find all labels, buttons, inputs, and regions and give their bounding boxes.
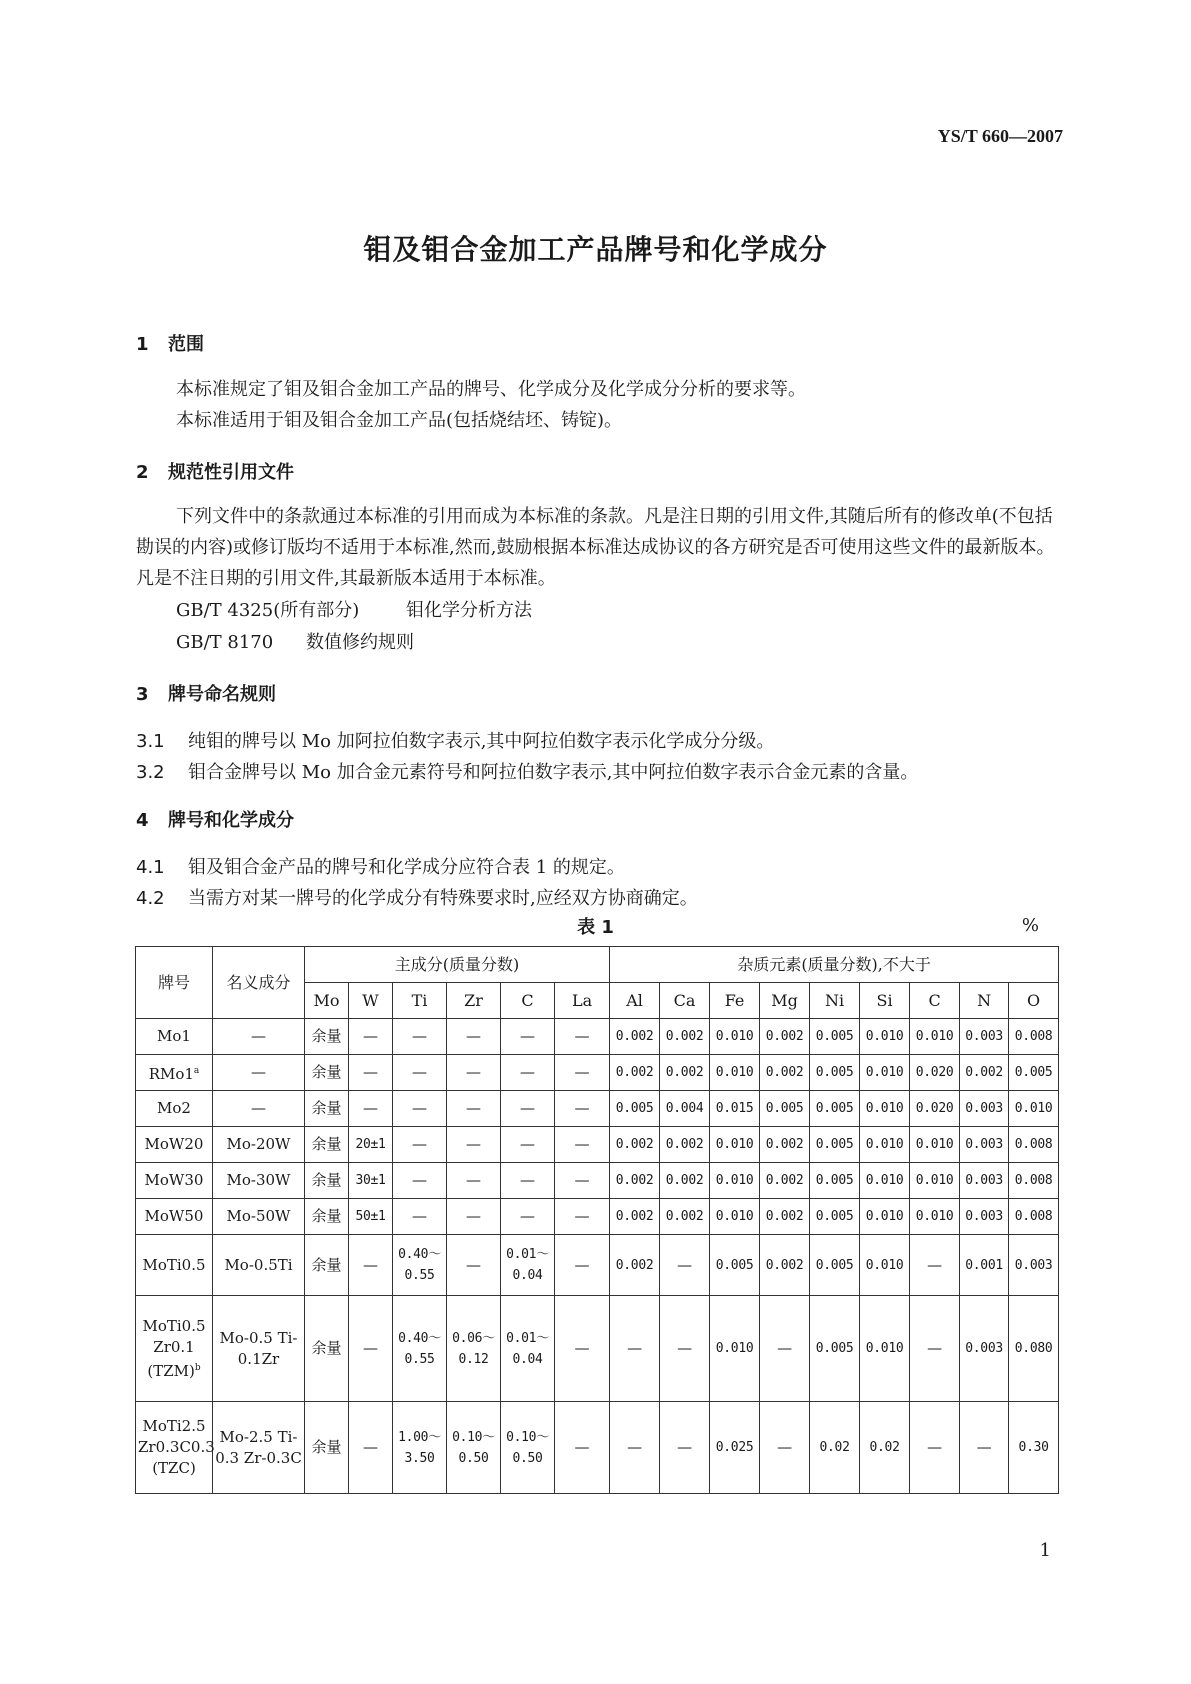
grade-cell	[136, 1091, 213, 1127]
impurity-cell: —	[610, 1402, 660, 1494]
nominal-cell: Mo-0.5 Ti-0.1Zr	[213, 1296, 305, 1402]
impurity-cell: 0.008	[1009, 1019, 1059, 1055]
impurity-cell: 0.010	[910, 1127, 960, 1163]
header-main-element: C	[501, 983, 555, 1019]
table-unit: %	[1021, 915, 1039, 936]
main-element-cell: 余量	[305, 1235, 349, 1296]
section-3-heading	[136, 680, 276, 706]
header-main-element: Mo	[305, 983, 349, 1019]
impurity-cell: 0.020	[910, 1091, 960, 1127]
section-1-paragraph-2: 本标准适用于钼及钼合金加工产品(包括烧结坯、铸锭)。	[176, 410, 623, 431]
impurity-cell: —	[660, 1402, 710, 1494]
grade-cell	[136, 1019, 213, 1055]
impurity-cell: 0.003	[1009, 1235, 1059, 1296]
nominal-cell: Mo-0.5Ti	[213, 1235, 305, 1296]
impurity-cell: —	[760, 1402, 810, 1494]
main-element-cell: 余量	[305, 1127, 349, 1163]
nominal-cell: Mo-50W	[213, 1199, 305, 1235]
impurity-cell: 0.002	[610, 1019, 660, 1055]
impurity-cell: 0.002	[760, 1235, 810, 1296]
impurity-cell: 0.005	[810, 1091, 860, 1127]
impurity-cell: 0.003	[960, 1127, 1009, 1163]
section-number: 3	[136, 684, 149, 705]
main-element-cell: 余量	[305, 1402, 349, 1494]
table-body	[136, 1019, 1059, 1494]
impurity-cell: 0.010	[710, 1019, 760, 1055]
grade-cell	[136, 1402, 213, 1494]
grade-cell	[136, 1055, 213, 1091]
document-title: 钼及钼合金加工产品牌号和化学成分	[363, 233, 828, 266]
main-element-cell: 0.10～0.50	[501, 1402, 555, 1494]
header-nominal: 名义成分	[213, 947, 305, 1019]
impurity-cell: 0.001	[960, 1235, 1009, 1296]
impurity-cell: 0.002	[960, 1055, 1009, 1091]
header-main-element: W	[349, 983, 393, 1019]
table-row	[136, 1019, 1059, 1055]
impurity-cell: 0.010	[910, 1199, 960, 1235]
main-element-cell: 50±1	[349, 1199, 393, 1235]
main-element-cell: —	[447, 1163, 501, 1199]
impurity-cell: 0.010	[860, 1296, 910, 1402]
section-2-heading	[136, 458, 294, 484]
section-title: 牌号命名规则	[168, 684, 276, 705]
clause-number: 3.2	[136, 762, 165, 783]
impurity-cell: 0.080	[1009, 1296, 1059, 1402]
nominal-cell: Mo-30W	[213, 1163, 305, 1199]
reference-code: GB/T 8170	[176, 632, 274, 653]
main-element-cell: —	[501, 1199, 555, 1235]
header-main-element: Zr	[447, 983, 501, 1019]
header-main-element: Ti	[393, 983, 447, 1019]
impurity-cell: 0.005	[810, 1019, 860, 1055]
impurity-cell: 0.002	[660, 1019, 710, 1055]
header-impurity-element: Ni	[810, 983, 860, 1019]
main-element-cell: —	[555, 1127, 610, 1163]
header-impurity-element: Ca	[660, 983, 710, 1019]
grade-text: MoW20	[144, 1135, 204, 1153]
reference-item	[176, 628, 414, 654]
header-impurity-element: N	[960, 983, 1009, 1019]
main-element-cell: —	[501, 1163, 555, 1199]
impurity-cell: 0.005	[810, 1163, 860, 1199]
main-element-cell: 0.01～0.04	[501, 1235, 555, 1296]
standard-code: YS/T 660—2007	[937, 126, 1063, 146]
grade-cell	[136, 1127, 213, 1163]
impurity-cell: —	[660, 1235, 710, 1296]
impurity-cell: 0.008	[1009, 1163, 1059, 1199]
impurity-cell: 0.010	[710, 1127, 760, 1163]
impurity-cell: 0.005	[810, 1127, 860, 1163]
nominal-cell: —	[213, 1019, 305, 1055]
impurity-cell: 0.005	[810, 1235, 860, 1296]
header-main-composition: 主成分(质量分数)	[305, 947, 610, 983]
table-row	[136, 1127, 1059, 1163]
main-element-cell: —	[349, 1091, 393, 1127]
main-element-cell: —	[393, 1163, 447, 1199]
grade-text: MoW50	[144, 1207, 204, 1225]
impurity-cell: —	[610, 1296, 660, 1402]
impurity-cell: —	[760, 1296, 810, 1402]
clause-text: 当需方对某一牌号的化学成分有特殊要求时,应经双方协商确定。	[188, 888, 698, 909]
main-element-cell: 1.00～3.50	[393, 1402, 447, 1494]
table-row	[136, 1296, 1059, 1402]
impurity-cell: 0.010	[860, 1235, 910, 1296]
section-title: 范围	[168, 334, 204, 355]
impurity-cell: 0.005	[810, 1199, 860, 1235]
main-element-cell: 余量	[305, 1296, 349, 1402]
impurity-cell: 0.002	[660, 1163, 710, 1199]
impurity-cell: 0.010	[860, 1163, 910, 1199]
clause-number: 3.1	[136, 731, 165, 752]
section-number: 1	[136, 334, 149, 355]
main-element-cell: —	[393, 1091, 447, 1127]
impurity-cell: 0.002	[660, 1199, 710, 1235]
grade-text: MoTi2.5 Zr0.3C0.3 (TZC)	[138, 1417, 215, 1477]
grade-cell	[136, 1235, 213, 1296]
main-element-cell: —	[349, 1055, 393, 1091]
impurity-cell: 0.005	[610, 1091, 660, 1127]
grade-text: Mo1	[157, 1027, 191, 1045]
impurity-cell: 0.020	[910, 1055, 960, 1091]
main-element-cell: 0.40～0.55	[393, 1296, 447, 1402]
main-element-cell: —	[393, 1127, 447, 1163]
section-4-heading	[136, 806, 294, 832]
impurity-cell: 0.002	[760, 1055, 810, 1091]
main-element-cell: 30±1	[349, 1163, 393, 1199]
header-impurity-element: C	[910, 983, 960, 1019]
impurity-cell: 0.002	[660, 1055, 710, 1091]
impurity-cell: 0.025	[710, 1402, 760, 1494]
impurity-cell: 0.010	[710, 1163, 760, 1199]
impurity-cell: 0.005	[1009, 1055, 1059, 1091]
clause-3-2	[136, 758, 918, 784]
header-impurity-element: Fe	[710, 983, 760, 1019]
section-number: 2	[136, 462, 149, 483]
header-main-element: La	[555, 983, 610, 1019]
impurity-cell: 0.010	[860, 1055, 910, 1091]
main-element-cell: —	[555, 1163, 610, 1199]
main-element-cell: —	[501, 1055, 555, 1091]
main-element-cell: —	[349, 1019, 393, 1055]
impurity-cell: 0.02	[810, 1402, 860, 1494]
clause-text: 钼及钼合金产品的牌号和化学成分应符合表 1 的规定。	[188, 857, 625, 878]
section-title: 规范性引用文件	[168, 462, 294, 483]
impurity-cell: 0.005	[760, 1091, 810, 1127]
impurity-cell: 0.02	[860, 1402, 910, 1494]
header-impurity-element: Mg	[760, 983, 810, 1019]
clause-text: 钼合金牌号以 Mo 加合金元素符号和阿拉伯数字表示,其中阿拉伯数字表示合金元素的含量。	[188, 762, 919, 783]
impurity-cell: 0.003	[960, 1163, 1009, 1199]
grade-text: RMo1	[148, 1064, 194, 1083]
main-element-cell: —	[447, 1055, 501, 1091]
impurity-cell: 0.008	[1009, 1127, 1059, 1163]
header-impurity-element: Al	[610, 983, 660, 1019]
impurity-cell: 0.004	[660, 1091, 710, 1127]
reference-item	[176, 596, 532, 622]
main-element-cell: 0.40～0.55	[393, 1235, 447, 1296]
impurity-cell: 0.002	[610, 1163, 660, 1199]
main-element-cell: 余量	[305, 1199, 349, 1235]
clause-4-2	[136, 884, 698, 910]
impurity-cell: 0.002	[610, 1199, 660, 1235]
main-element-cell: —	[349, 1296, 393, 1402]
impurity-cell: 0.003	[960, 1091, 1009, 1127]
nominal-cell: —	[213, 1091, 305, 1127]
table-row	[136, 1091, 1059, 1127]
main-element-cell: —	[555, 1199, 610, 1235]
impurity-cell: 0.010	[860, 1019, 910, 1055]
impurity-cell: 0.005	[810, 1296, 860, 1402]
impurity-cell: 0.003	[960, 1199, 1009, 1235]
impurity-cell: 0.30	[1009, 1402, 1059, 1494]
footnote-marker: a	[193, 1065, 200, 1076]
main-element-cell: —	[447, 1127, 501, 1163]
impurity-cell: 0.010	[710, 1296, 760, 1402]
main-element-cell: 余量	[305, 1055, 349, 1091]
clause-text: 纯钼的牌号以 Mo 加阿拉伯数字表示,其中阿拉伯数字表示化学成分分级。	[188, 731, 775, 752]
composition-table	[135, 946, 1059, 1494]
impurity-cell: —	[910, 1402, 960, 1494]
section-1-paragraph-1: 本标准规定了钼及钼合金加工产品的牌号、化学成分及化学成分分析的要求等。	[176, 379, 806, 400]
impurity-cell: 0.015	[710, 1091, 760, 1127]
nominal-cell: Mo-20W	[213, 1127, 305, 1163]
grade-text: MoTi0.5	[142, 1255, 206, 1274]
impurity-cell: 0.003	[960, 1019, 1009, 1055]
header-grade: 牌号	[136, 947, 213, 1019]
main-element-cell: —	[555, 1055, 610, 1091]
main-element-cell: —	[555, 1296, 610, 1402]
clause-4-1	[136, 853, 625, 879]
impurity-cell: 0.005	[810, 1055, 860, 1091]
main-element-cell: 0.10～0.50	[447, 1402, 501, 1494]
grade-cell	[136, 1199, 213, 1235]
section-2-paragraph: 下列文件中的条款通过本标准的引用而成为本标准的条款。凡是注日期的引用文件,其随后所有的修改单(不包括勘误的内容)或修订版均不适用于本标准,然而,鼓励根据本标准达成协议的各方研究是否可使用这些文件的最新版本。凡是不注日期的引用文件,其最新版本适用于本标准。	[136, 506, 1055, 589]
impurity-cell: 0.010	[710, 1055, 760, 1091]
impurity-cell: 0.010	[860, 1127, 910, 1163]
main-element-cell: —	[501, 1019, 555, 1055]
impurity-cell: 0.002	[660, 1127, 710, 1163]
section-number: 4	[136, 810, 149, 831]
main-element-cell: —	[393, 1055, 447, 1091]
header-impurity-element: Si	[860, 983, 910, 1019]
clause-number: 4.2	[136, 888, 165, 909]
impurity-cell: 0.010	[860, 1199, 910, 1235]
main-element-cell: 余量	[305, 1091, 349, 1127]
page-number: 1	[1039, 1540, 1051, 1561]
main-element-cell: —	[393, 1199, 447, 1235]
impurity-cell: 0.003	[960, 1296, 1009, 1402]
main-element-cell: 0.06～0.12	[447, 1296, 501, 1402]
impurity-cell: 0.002	[760, 1163, 810, 1199]
impurity-cell: 0.008	[1009, 1199, 1059, 1235]
main-element-cell: 余量	[305, 1019, 349, 1055]
impurity-cell: —	[910, 1296, 960, 1402]
table-row	[136, 1163, 1059, 1199]
main-element-cell: —	[501, 1091, 555, 1127]
main-element-cell: —	[447, 1199, 501, 1235]
impurity-cell: 0.002	[610, 1235, 660, 1296]
main-element-cell: 余量	[305, 1163, 349, 1199]
main-element-cell: —	[349, 1235, 393, 1296]
table-row	[136, 1235, 1059, 1296]
impurity-cell: —	[960, 1402, 1009, 1494]
nominal-cell: Mo-2.5 Ti-0.3 Zr-0.3C	[213, 1402, 305, 1494]
reference-title: 数值修约规则	[306, 632, 414, 653]
main-element-cell: —	[555, 1402, 610, 1494]
impurity-cell: 0.010	[860, 1091, 910, 1127]
table-row	[136, 1199, 1059, 1235]
section-1-heading	[136, 330, 204, 356]
main-element-cell: —	[555, 1235, 610, 1296]
impurity-cell: —	[660, 1296, 710, 1402]
main-element-cell: —	[349, 1402, 393, 1494]
clause-3-1	[136, 727, 774, 753]
table-row	[136, 1402, 1059, 1494]
impurity-cell: 0.002	[760, 1127, 810, 1163]
impurity-cell: —	[910, 1235, 960, 1296]
main-element-cell: —	[555, 1019, 610, 1055]
footnote-marker: b	[194, 1362, 201, 1373]
grade-cell	[136, 1163, 213, 1199]
impurity-cell: 0.002	[760, 1199, 810, 1235]
grade-cell	[136, 1296, 213, 1402]
header-impurity-element: O	[1009, 983, 1059, 1019]
main-element-cell: —	[555, 1091, 610, 1127]
main-element-cell: —	[447, 1091, 501, 1127]
clause-number: 4.1	[136, 857, 165, 878]
grade-text: MoTi0.5 Zr0.1 (TZM)	[142, 1316, 206, 1380]
header-impurity: 杂质元素(质量分数),不大于	[610, 947, 1059, 983]
main-element-cell: —	[393, 1019, 447, 1055]
main-element-cell: —	[447, 1235, 501, 1296]
main-element-cell: 20±1	[349, 1127, 393, 1163]
grade-text: MoW30	[144, 1171, 204, 1189]
impurity-cell: 0.002	[760, 1019, 810, 1055]
main-element-cell: —	[447, 1019, 501, 1055]
reference-title: 钼化学分析方法	[406, 600, 532, 621]
impurity-cell: 0.010	[910, 1019, 960, 1055]
reference-code: GB/T 4325(所有部分)	[176, 600, 360, 621]
grade-text: Mo2	[157, 1099, 191, 1117]
impurity-cell: 0.010	[710, 1199, 760, 1235]
main-element-cell: 0.01～0.04	[501, 1296, 555, 1402]
impurity-cell: 0.010	[910, 1163, 960, 1199]
impurity-cell: 0.010	[1009, 1091, 1059, 1127]
main-element-cell: —	[501, 1127, 555, 1163]
table-caption: 表 1	[577, 917, 614, 938]
impurity-cell: 0.005	[710, 1235, 760, 1296]
table-row	[136, 1055, 1059, 1091]
nominal-cell: —	[213, 1055, 305, 1091]
section-title: 牌号和化学成分	[168, 810, 294, 831]
impurity-cell: 0.002	[610, 1055, 660, 1091]
impurity-cell: 0.002	[610, 1127, 660, 1163]
